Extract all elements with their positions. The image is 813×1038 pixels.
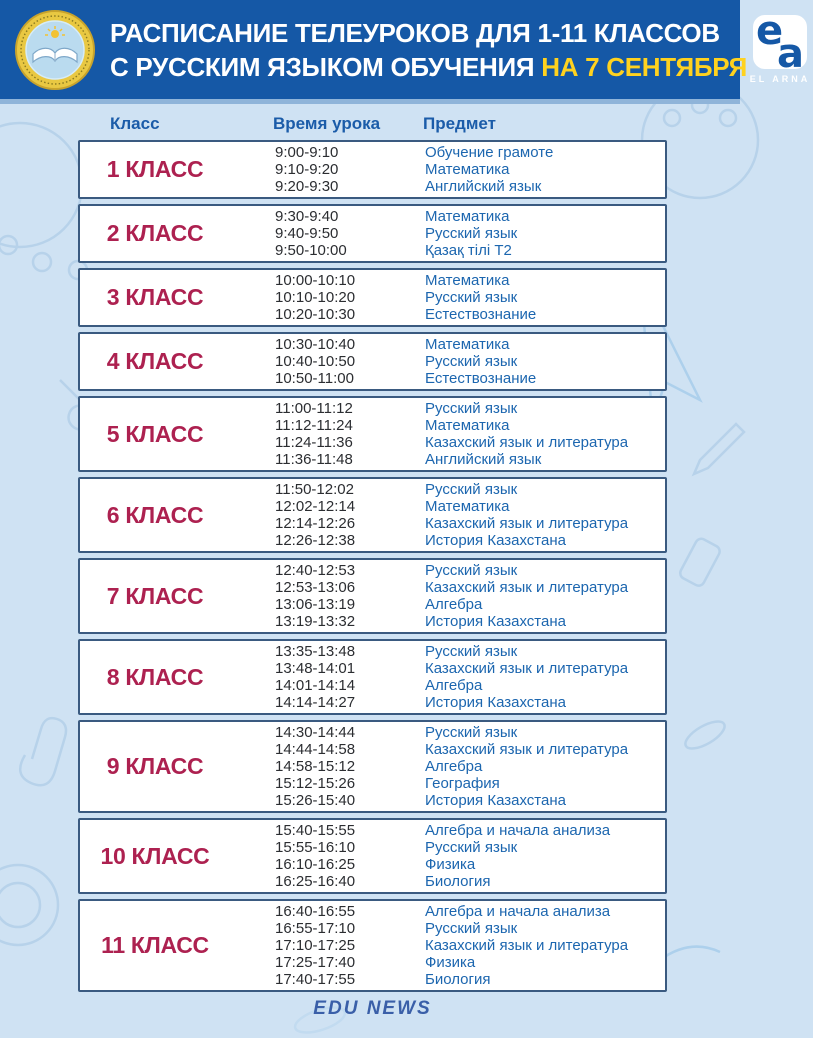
lesson-time: 9:30-9:40 (275, 208, 339, 225)
times-column (275, 144, 425, 195)
lesson-subject: Алгебра и начала анализа (425, 822, 611, 839)
lesson-time: 14:44-14:58 (275, 741, 356, 758)
el-arna-logo (747, 8, 813, 84)
times-column (275, 562, 425, 630)
class-card (78, 204, 667, 263)
lesson-time: 17:40-17:55 (275, 971, 356, 988)
lesson-time: 9:50-10:00 (275, 242, 347, 259)
times-column (275, 822, 425, 890)
el-arna-letter-e: e (756, 8, 784, 54)
lesson-subject: Русский язык (425, 562, 518, 579)
class-card (78, 268, 667, 327)
lesson-time: 16:10-16:25 (275, 856, 356, 873)
class-label: 8 КЛАСС (106, 663, 204, 690)
class-label: 1 КЛАСС (106, 156, 204, 182)
lesson-subject: Биология (425, 971, 491, 988)
lesson-subject: Казахский язык и литература (425, 579, 629, 596)
lesson-subject: Алгебра (425, 758, 483, 775)
lesson-time: 9:00-9:10 (275, 144, 339, 161)
lesson-subject: Математика (425, 417, 510, 434)
lesson-subject: Английский язык (425, 451, 542, 468)
subjects-column (425, 724, 665, 809)
lesson-subject: Математика (425, 161, 510, 178)
lesson-time: 15:12-15:26 (275, 775, 356, 792)
class-label: 3 КЛАСС (106, 284, 204, 310)
lesson-time: 17:25-17:40 (275, 954, 356, 971)
poster-title-line2 (110, 50, 747, 84)
class-label: 4 КЛАСС (106, 348, 204, 374)
lesson-subject: Обучение грамоте (425, 144, 554, 161)
subjects-column (425, 822, 665, 890)
class-label: 5 КЛАСС (106, 420, 204, 447)
lesson-subject: Физика (425, 856, 476, 873)
lesson-time: 12:26-12:38 (275, 532, 356, 549)
lesson-time: 13:06-13:19 (275, 596, 356, 613)
lesson-time: 15:55-16:10 (275, 839, 356, 856)
column-header-time: Время урока (273, 114, 381, 133)
class-label: 9 КЛАСС (106, 753, 204, 779)
lesson-subject: Русский язык (425, 353, 518, 370)
lesson-time: 17:10-17:25 (275, 937, 356, 954)
lesson-subject: История Казахстана (425, 694, 566, 711)
lesson-subject: Русский язык (425, 643, 518, 660)
class-card (78, 396, 667, 472)
lesson-time: 15:26-15:40 (275, 792, 356, 809)
lesson-subject: История Казахстана (425, 792, 566, 809)
subjects-column (425, 336, 665, 387)
column-header-class: Класс (110, 114, 160, 133)
lesson-subject: Казахский язык и литература (425, 741, 629, 758)
lesson-subject: Математика (425, 498, 510, 515)
poster-title-line2-text: С РУССКИМ ЯЗЫКОМ ОБУЧЕНИЯ (110, 51, 535, 82)
lesson-time: 11:36-11:48 (275, 451, 353, 468)
lesson-subject: Қазақ тілі Т2 (425, 242, 512, 259)
lesson-time: 14:30-14:44 (275, 724, 356, 741)
class-label: 2 КЛАСС (106, 220, 204, 246)
lesson-subject: Русский язык (425, 225, 518, 242)
lesson-subject: Математика (425, 336, 510, 353)
lesson-time: 10:30-10:40 (275, 336, 356, 353)
times-column (275, 272, 425, 323)
lesson-subject: Естествознание (425, 370, 537, 387)
lesson-time: 16:55-17:10 (275, 920, 356, 937)
class-label: 11 КЛАСС (101, 932, 209, 958)
times-column (275, 724, 425, 809)
lesson-subject: История Казахстана (425, 613, 566, 630)
subjects-column (425, 400, 665, 468)
lesson-time: 14:14-14:27 (275, 694, 356, 711)
lesson-subject: География (425, 775, 500, 792)
times-column (275, 643, 425, 711)
times-column (275, 481, 425, 549)
class-card (78, 558, 667, 634)
class-card (78, 899, 667, 992)
lesson-subject: Казахский язык и литература (425, 937, 629, 954)
subjects-column (425, 144, 665, 195)
lesson-time: 12:53-13:06 (275, 579, 356, 596)
lesson-time: 11:24-11:36 (275, 434, 353, 451)
lesson-subject: Русский язык (425, 724, 518, 741)
lesson-subject: Казахский язык и литература (425, 434, 629, 451)
lesson-subject: Алгебра и начала анализа (425, 903, 611, 920)
lesson-time: 16:40-16:55 (275, 903, 356, 920)
class-card (78, 720, 667, 813)
lesson-time: 10:50-11:00 (275, 370, 354, 387)
class-label: 6 КЛАСС (106, 501, 204, 528)
lesson-time: 10:00-10:10 (275, 272, 356, 289)
lesson-subject: Биология (425, 873, 491, 890)
class-label: 10 КЛАСС (100, 842, 210, 869)
column-headers (78, 113, 667, 135)
lesson-time: 12:40-12:53 (275, 562, 356, 579)
lesson-subject: Алгебра (425, 677, 483, 694)
lesson-time: 13:19-13:32 (275, 613, 356, 630)
footer-brand: EDU NEWS (313, 998, 432, 1019)
lesson-time: 16:25-16:40 (275, 873, 356, 890)
class-label: 7 КЛАСС (106, 582, 204, 609)
times-column (275, 336, 425, 387)
lesson-time: 11:50-12:02 (275, 481, 354, 498)
lesson-subject: Математика (425, 208, 510, 225)
schedule-list (78, 140, 667, 992)
lesson-time: 14:01-14:14 (275, 677, 356, 694)
subjects-column (425, 272, 665, 323)
lesson-subject: Русский язык (425, 400, 518, 417)
poster-title-date: НА 7 СЕНТЯБРЯ (541, 51, 748, 82)
times-column (275, 208, 425, 259)
poster-title-line1: РАСПИСАНИЕ ТЕЛЕУРОКОВ ДЛЯ 1-11 КЛАССОВ (110, 17, 720, 48)
lesson-subject: Алгебра (425, 596, 483, 613)
class-card (78, 332, 667, 391)
el-arna-letter-a: a (777, 31, 805, 77)
lesson-time: 13:48-14:01 (275, 660, 356, 677)
lesson-subject: Английский язык (425, 178, 542, 195)
times-column (275, 400, 425, 468)
lesson-time: 13:35-13:48 (275, 643, 356, 660)
header (0, 0, 811, 104)
column-header-subject: Предмет (423, 114, 496, 133)
class-card (78, 639, 667, 715)
footer (78, 998, 667, 1020)
lesson-subject: Русский язык (425, 289, 518, 306)
times-column (275, 903, 425, 988)
lesson-subject: История Казахстана (425, 532, 566, 549)
subjects-column (425, 643, 665, 711)
lesson-time: 9:10-9:20 (275, 161, 339, 178)
subjects-column (425, 562, 665, 630)
lesson-time: 10:10-10:20 (275, 289, 356, 306)
class-card (78, 477, 667, 553)
class-card (78, 140, 667, 199)
lesson-time: 9:40-9:50 (275, 225, 339, 242)
lesson-time: 14:58-15:12 (275, 758, 356, 775)
lesson-time: 9:20-9:30 (275, 178, 339, 195)
lesson-subject: Казахский язык и литература (425, 515, 629, 532)
lesson-subject: Русский язык (425, 920, 518, 937)
lesson-time: 10:20-10:30 (275, 306, 356, 323)
lesson-subject: Русский язык (425, 839, 518, 856)
schedule-area (0, 104, 740, 1020)
lesson-subject: Естествознание (425, 306, 537, 323)
el-arna-badge-icon (753, 8, 807, 77)
lesson-time: 11:12-11:24 (275, 417, 353, 434)
class-card (78, 818, 667, 894)
lesson-subject: Русский язык (425, 481, 518, 498)
lesson-subject: Физика (425, 954, 476, 971)
subjects-column (425, 481, 665, 549)
lesson-time: 11:00-11:12 (275, 400, 353, 417)
lesson-time: 15:40-15:55 (275, 822, 356, 839)
poster-title (110, 16, 747, 84)
lesson-time: 10:40-10:50 (275, 353, 356, 370)
ministry-emblem-logo (14, 9, 96, 91)
lesson-subject: Казахский язык и литература (425, 660, 629, 677)
lesson-time: 12:14-12:26 (275, 515, 356, 532)
el-arna-label: EL ARNA (749, 74, 811, 84)
lesson-subject: Математика (425, 272, 510, 289)
subjects-column (425, 208, 665, 259)
lesson-time: 12:02-12:14 (275, 498, 356, 515)
subjects-column (425, 903, 665, 988)
